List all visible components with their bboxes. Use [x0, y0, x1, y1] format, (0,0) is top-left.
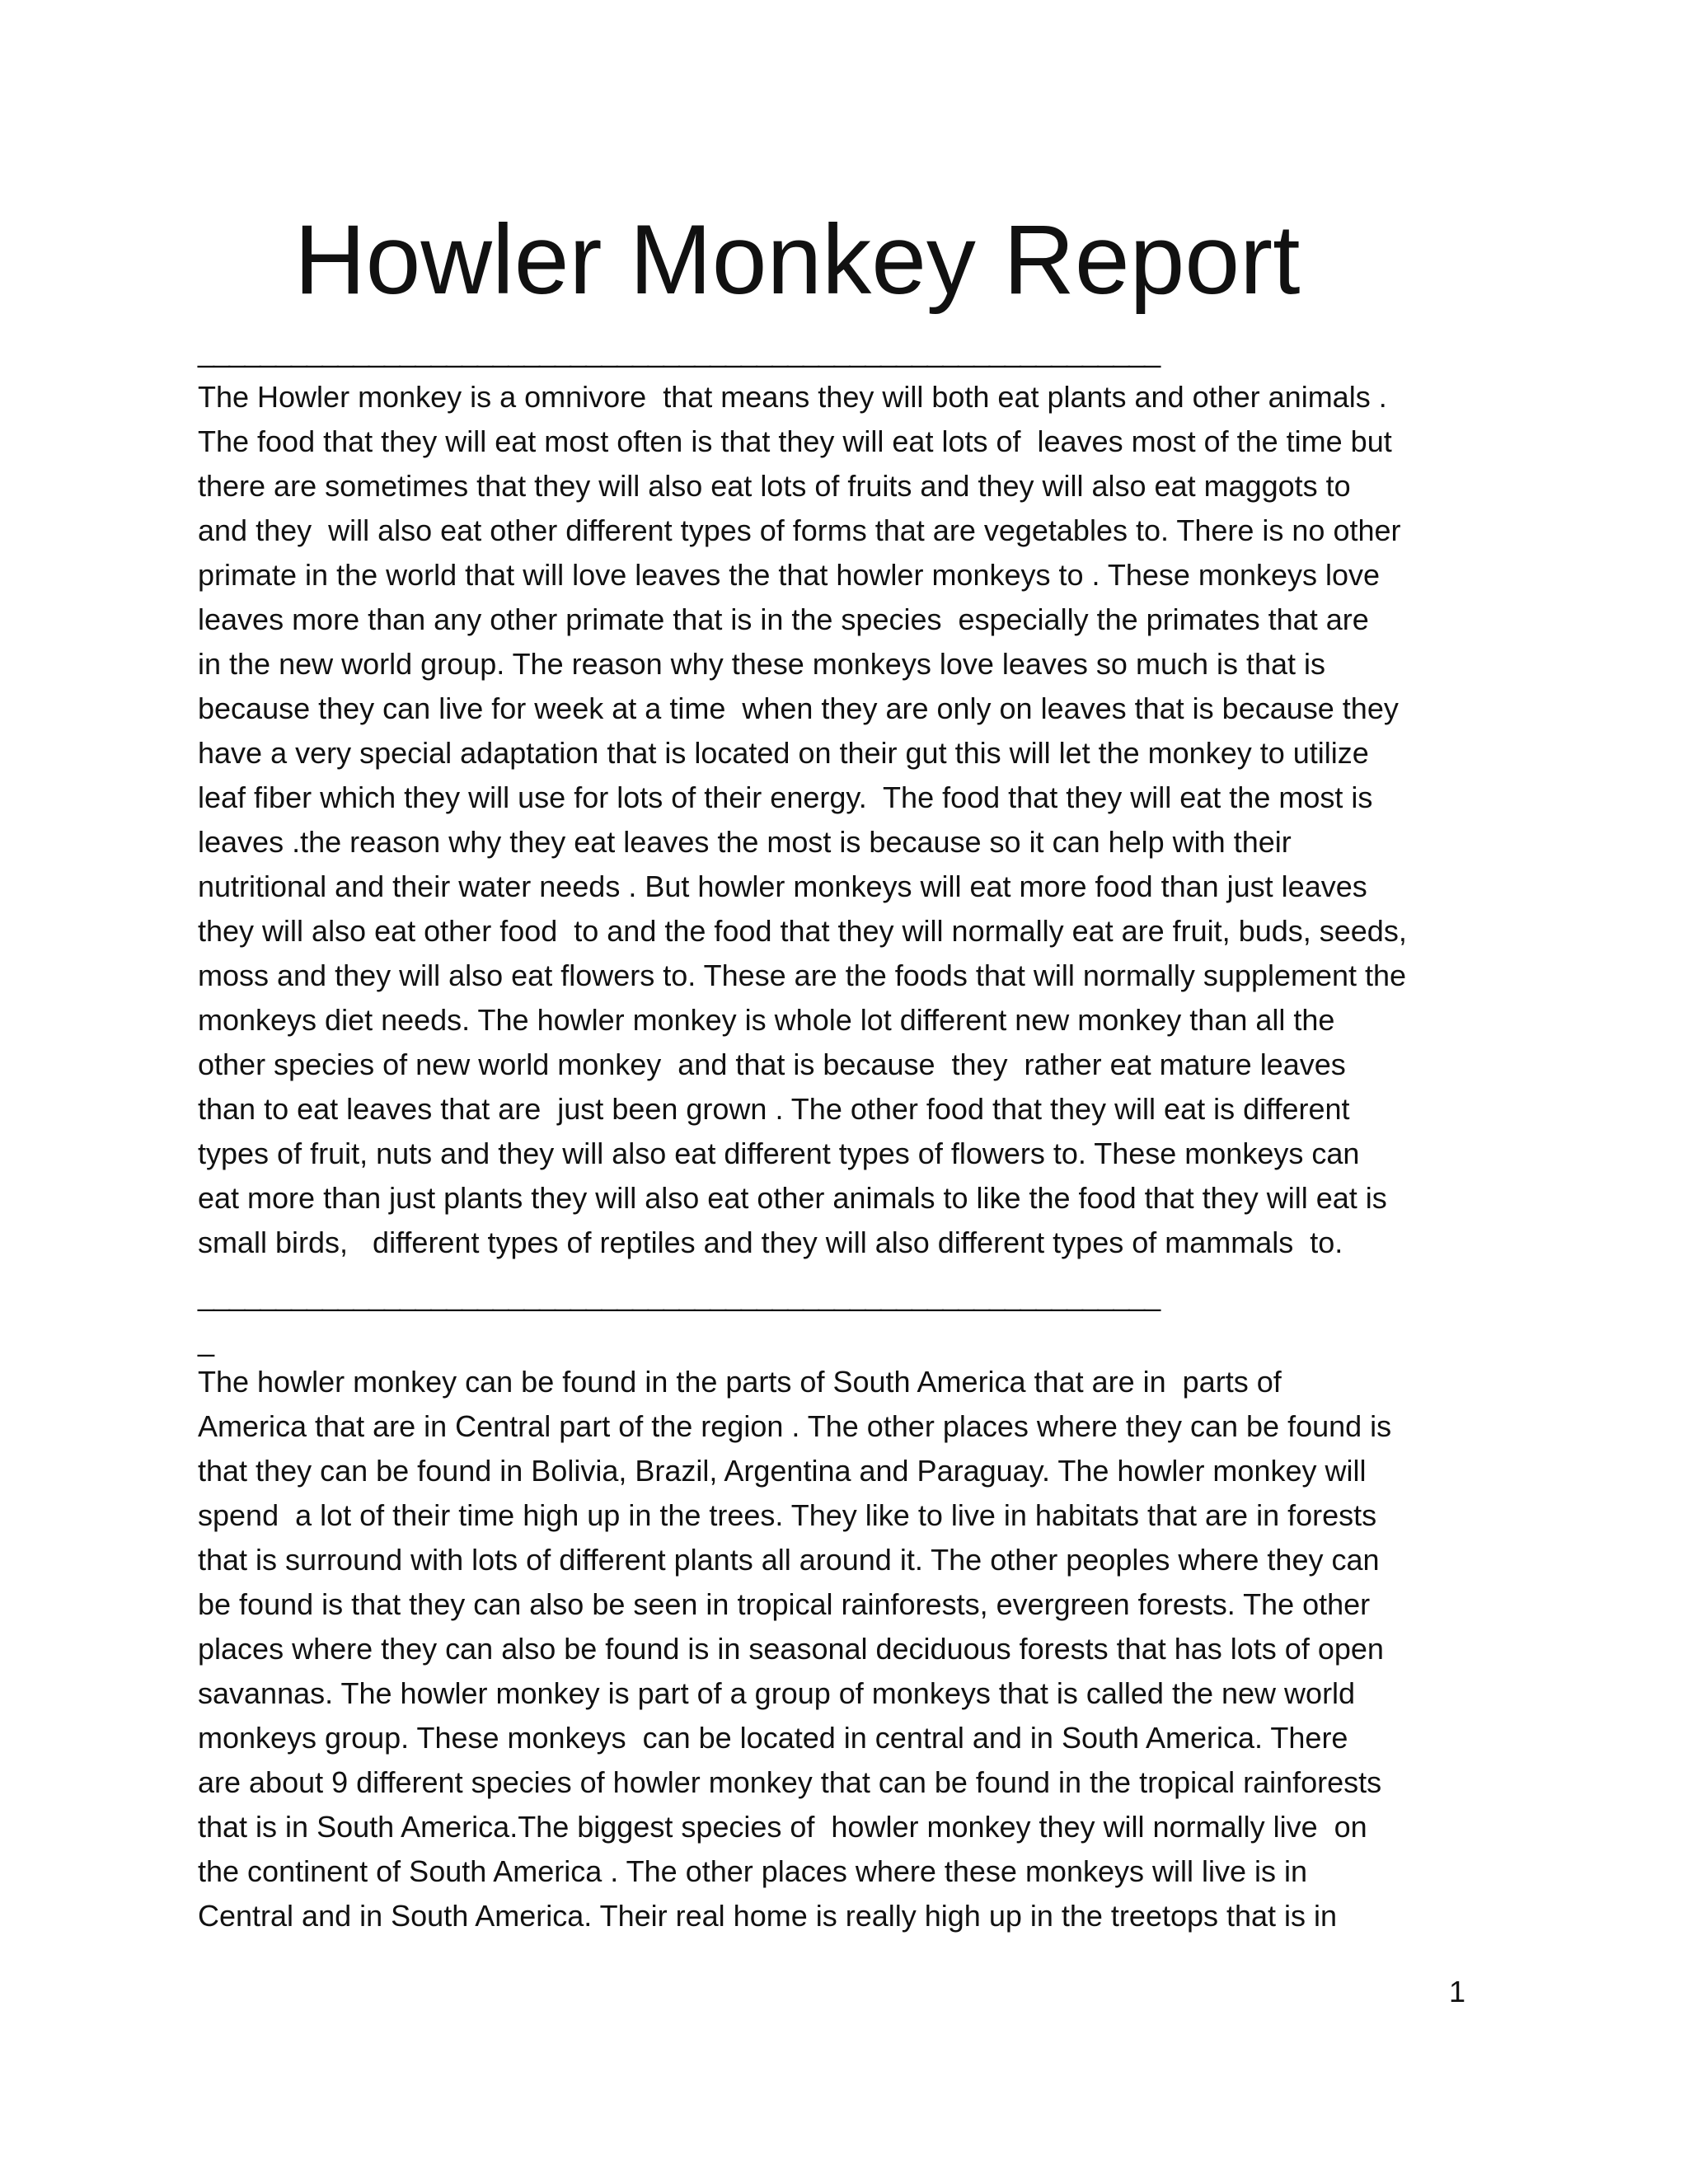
- paragraph-line: The food that they will eat most often is that they will eat lots of leaves most of the time but: [198, 424, 1392, 458]
- paragraph-line: small birds, different types of reptiles and they will also different types of mammals to.: [198, 1226, 1343, 1259]
- paragraph-line: they will also eat other food to and the food that they will normally eat are fruit, buds, seeds,: [198, 914, 1407, 948]
- paragraph-line: types of fruit, nuts and they will also eat different types of flowers to. These monkeys can: [198, 1137, 1360, 1170]
- paragraph-line: primate in the world that will love leaves the that howler monkeys to . These monkeys love: [198, 558, 1381, 592]
- paragraph-line: nutritional and their water needs . But howler monkeys will eat more food than just leaves: [198, 869, 1367, 903]
- page-number: 1: [1449, 1975, 1466, 2008]
- paragraph-line: Central and in South America. Their real home is really high up in the treetops that is in: [198, 1899, 1338, 1933]
- section-divider-line: ______________________________________________________________: [198, 1278, 1160, 1312]
- paragraph-line: The howler monkey can be found in the parts of South America that are in parts of: [198, 1365, 1282, 1399]
- paragraph-line: monkeys diet needs. The howler monkey is whole lot different new monkey than all the: [198, 1003, 1335, 1037]
- paragraph-line: places where they can also be found is in seasonal deciduous forests that has lots of open: [198, 1632, 1384, 1666]
- paragraph-line: in the new world group. The reason why these monkeys love leaves so much is that is: [198, 647, 1326, 681]
- paragraph-line: have a very special adaptation that is located on their gut this will let the monkey to utilize: [198, 736, 1369, 770]
- paragraph-line: other species of new world monkey and that is because they rather eat mature leaves: [198, 1047, 1346, 1081]
- paragraph-line: be found is that they can also be seen in tropical rainforests, evergreen forests. The other: [198, 1587, 1371, 1621]
- paragraph-line: leaves .the reason why they eat leaves the most is because so it can help with their: [198, 825, 1292, 859]
- paragraph-line: America that are in Central part of the region . The other places where they can be found is: [198, 1409, 1392, 1443]
- paragraph-line: leaf fiber which they will use for lots of their energy. The food that they will eat the most is: [198, 780, 1373, 814]
- diet-paragraph: [198, 375, 1533, 1265]
- paragraph-line: and they will also eat other different types of forms that are vegetables to. There is no other: [198, 513, 1401, 547]
- paragraph-line: that is in South America.The biggest species of howler monkey they will normally live on: [198, 1810, 1367, 1844]
- paragraph-line: eat more than just plants they will also eat other animals to like the food that they will eat is: [198, 1181, 1387, 1215]
- paragraph-line: are about 9 different species of howler monkey that can be found in the tropical rainforests: [198, 1765, 1382, 1799]
- paragraph-line: monkeys group. These monkeys can be located in central and in South America. There: [198, 1721, 1348, 1755]
- paragraph-line: spend a lot of their time high up in the trees. They like to live in habitats that are in forests: [198, 1498, 1377, 1532]
- paragraph-line: The Howler monkey is a omnivore that means they will both eat plants and other animals .: [198, 380, 1387, 414]
- paragraph-line: leaves more than any other primate that is in the species especially the primates that are: [198, 602, 1369, 636]
- section-divider-line: ______________________________________________________________: [198, 335, 1160, 368]
- paragraph-line: than to eat leaves that are just been grown . The other food that they will eat is different: [198, 1092, 1350, 1126]
- habitat-paragraph: [198, 1360, 1533, 1938]
- paragraph-line: because they can live for week at a time when they are only on leaves that is because they: [198, 691, 1399, 725]
- report-title: Howler Monkey Report: [294, 204, 1301, 315]
- paragraph-line: savannas. The howler monkey is part of a group of monkeys that is called the new world: [198, 1676, 1356, 1710]
- paragraph-line: that they can be found in Bolivia, Brazil, Argentina and Paraguay. The howler monkey will: [198, 1454, 1367, 1488]
- paragraph-line: moss and they will also eat flowers to. These are the foods that will normally supplement the: [198, 958, 1407, 992]
- divider-tail: _: [198, 1324, 215, 1357]
- paragraph-line: that is surround with lots of different plants all around it. The other peoples where they can: [198, 1543, 1380, 1577]
- paragraph-line: the continent of South America . The other places where these monkeys will live is in: [198, 1854, 1308, 1888]
- paragraph-line: there are sometimes that they will also eat lots of fruits and they will also eat maggots to: [198, 469, 1351, 503]
